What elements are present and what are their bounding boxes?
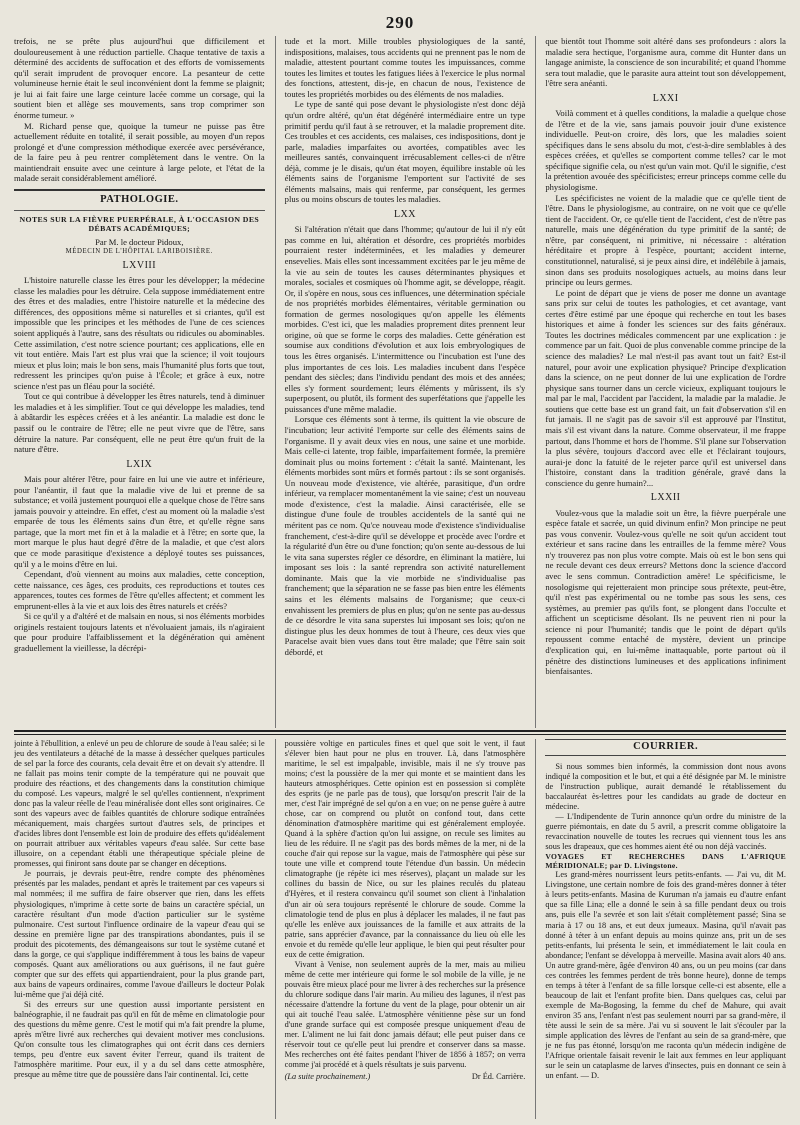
upper-columns: [14, 36, 786, 728]
upper-column-3: [535, 36, 786, 728]
paragraph: Vivant à Venise, non seulement auprès de la mer, mais au milieu même de cette mer intérieure qui forme le sol mobile de la ville, je ne pouvais être mieux placé pour me livrer à des recherches sur la présence du chlorure sodique dans l'air marin. Au milieu des lagunes, il n'est pas nécessaire d'attendre la fortune du vent de la plage, pour obtenir un air qui ait touché l'eau salée. L'atmosphère vénitienne pèse sur un fond d'une grande surface qui est composée presque uniquement d'eau de mer. L'aliment ne lui fait donc jamais défaut; elle peut puiser dans ce réservoir tout ce qu'elle peut lui prendre et conserver dans sa masse. Mes recherches ont été faites pendant l'hiver de 1856 à 1857; on verra comme j'ai procédé et à quels résultats je suis parvenu.: [284, 959, 526, 1069]
section-number: LXIX: [126, 458, 153, 470]
paragraph: trefois, ne se prête plus aujourd'hui que difficilement et douloureusement à une réduction partielle. Chaque tentative de taxis a déterminé des accidents de suffocation et des efforts de vomissements qu'il serait imprudent de provoquer encore. La pesanteur de cette volumineuse hernie était le seul inconvénient dont la femme se plaignit; je lui ai fait faire une large ceinture lacée comme un corsage, qui la soutient bien et allège ses mouvements, sans trop comprimer son énorme tumeur. »: [14, 36, 265, 120]
paragraph: jointe à l'ébullition, a enlevé un peu de chlorure de soude à l'eau salée; si le jeu des ventilateurs a détaché de la masse à dessécher quelques particules de sel par la force des courants, cela devait être et on devait s'y attendre. Il ne fallait pas moins tenir compte de la température qui ne pouvait que produire des réactions, et des changements dans la constitution chimique du composé. Les vapeurs, malgré le sel qu'elles contiennent, n'expriment donc pas la valeur réelle de l'eau minéralisée dont elles sont originaires. Ce sont des vapeurs avec de faibles quantités de chlorure sodique entraînées mécaniquement, mais chargées surtout d'autres sels, de principes et d'acides libres dont l'ensemble est loin de produire des effets qu'idéalement on pourrait attribuer aux véritables vapeurs d'eau salée. Sur cette base illusoire, on a cependant établi une thérapeutique spéciale pleine de promesses, qui finiront sans doute par se changer en déceptions.: [14, 739, 265, 869]
lower-column-3: [535, 739, 786, 1119]
paragraph: Voulez-vous que la maladie soit un être, la fièvre puerpérale une espèce fatale et sacrée, un quid divinum enfin? Mon principe ne peut pas vous convenir. Voulez-vous qu'elle ne soit qu'un accident tout extérieur et sans racine dans les entrailles de la femme mère? Vous n'y trouverez pas non plus votre compte. Mais où est le bon sens qui ne recule devant ces deux erreurs? Mettons donc la science d'accord avec le sens commun. Contradiction amère! Le spécificisme, le nosologisme qui rejetteraient mon principe sous prétexte, peut-être, qu'il n'est pas expérimental ou ne tombe pas sous les sens, ces systèmes, au premier pas qu'ils font, se plongent dans l'occulte et affichent un scepticisme désolant. Ils ne peuvent rien ni pour la science ni pour l'humanité; tandis que le point de départ qu'ils repoussent comme entaché de mystère, devient un principe d'explication qui, en lui-même inattaquable, porte partout où il pénètre des distinctions lumineuses et des applications infiniment bienfaisantes.: [545, 507, 786, 677]
section-number: LXX: [393, 209, 417, 220]
paragraph: Lorsque ces éléments sont à terme, ils quittent la vie obscure de l'incubation; leur activité l'emporte sur celle des éléments sains de l'organisme. Il y avait deux vies en nous, une saine et une morbide. Mais celle-ci latente, trop faible, imparfaitement formée, la première dominait plus ou moins fortement : c'était la santé. Maintenant, les éléments morbides sont mûrs et formés partout : ils se sont organisés. Un nouveau mode d'existence, vie altérée, parasitique, d'un ordre inférieur, va remplacer momentanément la vie saine; c'est un nouveau mode d'existence, c'est la maladie. Ainsi caractérisée, elle se distingue d'une foule de troubles accidentels de la santé qui ne méritent pas ce nom. Qu'ce nouveau mode d'existence s'individualise franchement, c'est-à-dire qu'il se développe et procède avec l'ordre et la régularité d'un être ou d'une fonction; qu'on sente au-dessous de lui le vita sana superstes régler ce désordre, en éliminant la matière, lui imposant ses lois : la santé reprendra son activité naturellement dominante. Mais que la vie morbide ne s'individualise pas franchement; que la séparation ne se fasse pas bien entre les éléments sains et les éléments malsains de l'organisme; que ceux-ci envahissent les premiers de plus en plus; qu'on ne sente pas au-dessus de ce désordre le vita sana superstes lui imposant ses lois; qu'on ne distingue plus les deux hommes de tout à l'heure, ces deux vies que Paracelse avait bien vues dans tout être malade; que l'être sain soit débordé, et: [284, 414, 526, 657]
paragraph: Je pourrais, je devrais peut-être, rendre compte des phénomènes présentés par les malades, pendant et après le traitement par ces vapeurs si mal nommées; il me suffira de faire observer que rien, dans les effets physiologiques, n'imprime à cette sorte de bains un caractère spécial, un caractère résultant d'un mode d'action particulier sur le système pulmonaire. C'est surtout l'influence ordinaire de la vapeur d'eau qui se dessine en première ligne par des transpirations abondantes, puis il se produit des picotements, des démangeaisons sur tout le système cutané et dans la gorge, ce qui s'applique indifféremment à tous les bains de vapeur composés. Quant aux améliorations ou aux guérisons, il ne faut guère compter que sur des effets qui appartiendraient, pour la plus grande part, aux bains de vapeurs ordinaires, comme l'avoue d'ailleurs le docteur Polak lui-même que j'ai déjà cité.: [14, 869, 265, 999]
upper-column-1: [14, 36, 265, 728]
author-role: MÉDECIN DE L'HÔPITAL LARIBOISIÈRE.: [65, 247, 213, 255]
page-number: 290: [385, 13, 415, 32]
paragraph: Les spécificistes ne voient de la maladie que ce qu'elle tient de l'être. Dans le physiologisme, au contraire, on ne voit que ce qu'elle tient de l'accident. Or, ce qu'elle tient de l'accident, c'est de n'être pas naturelle, mais une dégénération du type primitif de la santé; de n'être, par conséquent, ni primitive, ni nécessaire : altération héréditaire et propre à l'espèce, pourtant; accident interne, constitutionnel, naturalisé, si je peux ainsi dire, et indélébile à jamais, sinon dans ses produits nosologiques actuels, au moins dans leur principe ou leurs germes.: [545, 192, 786, 288]
lower-columns: [14, 739, 786, 1119]
continued-note: (La suite prochainement.): [284, 1072, 371, 1082]
article-title: VOYAGES ET RECHERCHES DANS L'AFRIQUE MÉRIDIONALE; par D. Livingstone.: [545, 851, 786, 871]
section-rule: [14, 210, 265, 211]
paragraph: tude et la mort. Mille troubles physiologiques de la santé, indispositions, malaises, tous accidents qui ne prennent pas le nom de maladie, attestent pourtant comme toutes les impuissances, comme toutes les limites et toutes les fatigues liées à l'exercice le plus normal des fonctions, attestent, dis-je, en chacun de nous, l'existence de toutes les propriétés morbides ou des éléments de nos maladies.: [284, 36, 526, 99]
paragraph: — L'Indipendente de Turin annonce qu'un ordre du ministre de la guerre piémontais, en date du 5 avril, a prescrit comme obligatoire la revaccination nouvelle de toutes les recrues qui viennent tous les ans sous les drapeaux, que ces hommes aient été ou non déjà vaccinés.: [545, 811, 786, 851]
paragraph: poussière voltige en particules fines et quel que soit le vent, il faut s'élever bien haut pour ne plus en trouver. Là, dans l'atmosphère maritime, le sel est impalpable, invisible, mais il ne s'y trouve pas moins; c'est la poussière de la mer qui monte et se maintient dans les hauteurs atmosphériques. Cette opinion est en possession si complète des esprits (je ne parle pas de tous), que lorsqu'on prescrit l'air de la mer, c'est l'air imprégné de sel qu'on a en vue; on ne pense guère à autre chose, car on comprend ou plutôt on confond tout, dans cette dénomination d'atmosphère maritime qui est généralement employée. Quand à la sphère d'action qu'on lui assigne, on recule ses limites au lieu de les réduire. Il ne s'agit pas des bords mêmes de la mer, ni de la couche d'air qui repose sur la vague, mais de l'atmosphère qui pèse sur toute une ville et comprend toute l'étendue d'un bassin. Un médecin climatographe (je répète ici mes réserves), plaçant un malade sur les collines du bassin de Nice, ou sur les plaines reculés du plateau d'Hyères, et il restera convaincu qu'il soumet son client à l'inhalation d'un air où sera toujours représenté le chlorure de soude. Comme la climatologie tend de plus en plus à déplacer les malades, il ne faut pas qu'elle les enlève aux jouissances de la famille et aux attraits de la patrie, sans apprécier d'avance, par la connaissance du lieu où elle les envoie et du remède qu'elle leur applique, le bien qui peut résulter pour eux de cette émigration.: [284, 739, 526, 959]
paragraph: que bientôt tout l'homme soit altéré dans ses profondeurs : alors la maladie sera hectique, l'organisme aura, comme dit Hunter dans un langage animiste, la conscience de son incurabilité; et quand l'homme sera tout maladie, que le parasite aura atteint tout son développement, l'être sera anéanti.: [545, 36, 786, 89]
section-number: LXXII: [650, 492, 681, 504]
paragraph: Si l'altération n'était que dans l'homme; qu'autour de lui il n'y eût pas comme en lui, altération et désordre, ces propriétés morbides pourraient rester indéterminées, et les maladies y demeurer ensevelies. Mais elles sont incessamment excitées par le jeu même de la vie au sein de toutes les causes déterminantes physiques et morales, sociales et cosmiques où l'homme agit, se développe, réagit. Or, il s'opère en nous, sous ces influences, une détermination spéciale de nos propriétés morbides élémentaires, véritable germination ou formation de germes nosologiques qu'on appelle les éléments morbides. C'est ici, que les maladies proprement dites prennent leur origine, où que se forme le corps des maladies. Cette génération est soumise aux conditions d'évolution et aux lois embryologiques de tous les êtres organisés. L'intermittence ou l'incubation est l'une des plus importantes de ces lois. Les maladies incubent dans l'espèce pendant des siècles; dans l'individu pendant des mois et des années; elles s'y forment sourdement; leurs éléments y mûrissent, ils s'y superposent, ou plutôt, ils forment des superfétations que j'appelle les puissances d'une même maladie.: [284, 224, 526, 414]
paragraph: L'histoire naturelle classe les êtres pour les développer; la médecine classe les maladies pour les détruire. Cela suppose immédiatement entre des êtres et des maladies, entre l'histoire naturelle et la médecine des différences, des oppositions même si naturelles et si criantes, qu'il est impossible que les principes et les méthodes de l'une de ces sciences soient appliqués à l'autre, sans des résultats ou ridicules ou abominables. Cette assimilation, c'est notre science pourtant; ces applications, elle en vit tout entière. Mais l'art est plus vrai que la science; il voit toujours mieux et plus loin; mais le bon sens, mais l'humanité plus forts que tout, redressent les principes qu'on puise à l'École; et grâce à eux, notre science n'est pas un fléau pour la société.: [14, 275, 265, 391]
article-footer: [285, 1072, 526, 1082]
article-author: Par M. le docteur Pidoux,: [95, 236, 184, 247]
section-number: LXVIII: [122, 259, 157, 271]
paragraph: Si nous sommes bien informés, la commission dont nous avons indiqué la composition et le but, et qui a été désignée par M. le ministre de l'instruction publique, aurait demandé le rétablissement du baccalauréat ès-lettres pour les candidats au grade de docteur en médecine.: [545, 761, 786, 811]
paragraph: Le point de départ que je viens de poser me donne un avantage sans prix sur celui de toutes les pathologies, et cet avantage, vant certes d'être estimé par une époque qui recherche en tout les bases historiques et aime à fonder les sciences sur des faits généraux. Toutes les doctrines médicales commencent par une explication : je commence par un fait. Quoi de plus convenable comme principe de la science des maladies? Le mal n'est-il pas avant tout un fait? Est-il naturel, pour avoir une explication physique? Principe d'explication dans la science, on ne peut donner de lui une explication de l'ordre physique sans tourner dans un cercle vicieux, expliquant toujours le mal par le mal, l'accident par l'accident, la maladie par la maladie. Je soutiens que cette base est un grand fait, un fait d'observation s'il en fut jamais. Il ne s'agit pas de savoir s'il est approuvé par l'Institut, mais s'il est vivant dans la nature. Comme observateur, il me frappe partout, dans l'homme et hors de l'homme. S'il plane sur l'observation la plus sévère, toujours d'accord avec elle et l'éclairant toujours, aurai-je donc la fatuité de le rejeter parce qu'il est universel dans l'histoire, constant dans la tradition générale, gravé dans la conscience du genre humain?...: [545, 287, 786, 488]
paragraph: Si ce qu'il y a d'altéré et de malsain en nous, si nos éléments morbides originels restaient toujours latents et n'évoluaient jamais, ils n'agiraient que pour produire l'affaiblissement et la dégénération qui amènent graduellement la vieillesse, la décrépi-: [14, 611, 265, 654]
paragraph: Voilà comment et à quelles conditions, la maladie a quelque chose de l'être et de la vie, sans jamais pouvoir jouir d'une existence individuelle. Peut-on croire, dès lors, que les maladies soient spécifiques dans le sens absolu du mot, c'est-à-dire semblables à des espèces créées, et qu'elles se comportent comme telles? car le mot spécifique signifie cela, ou n'est qu'un vain mot. Qu'il le signifie, c'est la prétention avouée des spécificistes; erreur princeps comme celle du physiologisme.: [545, 108, 786, 193]
paragraph: Les grand-mères nourrissent leurs petits-enfants. — J'ai vu, dit M. Livingstone, une certain nombre de fois des grand-mères donner à téter à leurs petits-enfants. Masina de Kuruman n'a jamais eu d'autre enfant que sa fille Lina; elle a donné le sein à sa fille pendant deux ou trois ans, puis elle l'a sevrée et son lait s'était complètement passé; Sina se maria à 17 ou 18 ans, et eut deux jumeaux. Masina, qu'il n'avait pas donné à téter à un enfant depuis au moins quinze ans, prit un de ses petits-enfants, lui présenta le sein, et immédiatement le lait coula en abondance; l'enfant se développa à merveille. Masina avait alors 40 ans. Un autre grand-mère, âgée d'environ 40 ans, ou un peu moins (car dans ces contrées les femmes perdent de très bonne heure), donne de temps en temps à téter à l'enfant de sa fille lorsque celle-ci est absente, elle a beaucoup de lait et l'enfant profite bien. Dans quelques cas, celui par exemple de Ma-Bogosing, la femme du chef de Mahure, qui avait environ 35 ans, l'enfant n'est pas seulement nourri par sa grand-mère, il tète aussi le sein de sa mère. J'ai vu si souvent le lait s'écouler par la simple application des lèvres de l'enfant au sein de sa grand-mère, que je ne fus pas étonné, lorsqu'on me raconta qu'un médecin indigène de l'Afrique orientale faisait revenir le lait aux femmes en leur appliquant sur le sein un cataplasme de larves d'insectes, puis en donnant ce sein à un enfant. — D.: [545, 870, 786, 1080]
horizontal-divider: [14, 730, 786, 735]
paragraph: Mais pour altérer l'être, pour faire en lui une vie autre et inférieure, pour l'anéantir, il faut que la maladie vive de lui et prenne de sa substance; et voilà justement pourquoi elle a quelque chose de l'être sans jamais pouvoir y atteindre. En effet, c'est au moment où la maladie s'est emparée de tous les éléments sains d'un être, et qu'elle règne sans partage, que la mort met fin et à la maladie et à l'être; en sorte que, la mort marque le plus haut degré d'être de la maladie, et que c'est alors que ce mode parasitique d'existence a déployé toutes ses puissances, qu'il y a le moins d'être en lui.: [14, 474, 265, 569]
section-heading: PATHOLOGIE.: [100, 193, 179, 205]
article-signature: Dr Éd. Carrière.: [471, 1072, 526, 1082]
lower-column-2: [275, 739, 526, 1119]
paragraph: Cependant, d'où viennent au moins aux maladies, cette conception, cette naissance, ces âges, ces produits, ces reproductions et toutes ces apparences, toutes ces formes de l'être qu'elles affectent; et comment les emprunent-elles à la vie et aux lois des êtres naturels et créés?: [14, 569, 265, 611]
paragraph: Si des erreurs sur une question aussi importante persistent en balnéographie, il ne faudrait pas qu'il en fût de même en climatologie pour des questions du même genre. C'est le motif qui m'a fait prendre la plume, après m'être livré aux recherches qui devaient motiver mes conclusions. Qu'on consulte tous les climatographes qui ont écrit dans ces derniers temps, peu d'entre eux savent éviter l'erreur, quand ils traitent de l'atmosphère maritime. Pour eux, il y a du sel dans cette atmosphère, presque au même titre que de poussière dans l'air continental. Ici, cette: [14, 999, 265, 1080]
paragraph: M. Richard pense que, quoique la tumeur ne puisse pas être actuellement réduite en totalité, il serait possible, au moyen d'un repos prolongé et d'une compression méthodique exercée avec persévérance, de la faire peu à peu rentrer complètement dans le ventre. On la maintiendrait ensuite avec une ceinture à large pelote, et l'état de la malade serait considérablement amélioré.: [14, 120, 265, 184]
paragraph: Le type de santé qui pose devant le physiologiste n'est donc déjà qu'un ordre altéré, qu'un état dégénéré intermédiaire entre un type primitif perdu qu'il faut à se retrouver, et la maladie proprement dite. Ces troubles et ces accidents, ces malaises, ces indispositions, dont je parle, maladies imparfaites ou avortées, compatibles avec les meilleures santés, convainquent irrécusablement celles-ci de n'être déjà, comme je le disais, qu'un état moyen, équilibre instable où les éléments sains de l'organisme l'emportent sur l'activité de ses éléments malsains, mais qui renferme, par conséquent, les germes plus ou moins obscurs de toutes les maladies.: [284, 99, 526, 205]
lower-column-1: [14, 739, 265, 1119]
section-rule: [14, 189, 265, 191]
section-number: LXXI: [652, 92, 679, 104]
article-title: NOTES SUR LA FIÈVRE PUERPÉRALE, À L'OCCASION DES DÉBATS ACADÉMIQUES;: [19, 214, 260, 234]
paragraph: Tout ce qui contribue à développer les êtres naturels, tend à diminuer les maladies et à les simplifier. Tout ce qui développe les maladies, tend à abâtardir les espèces créées et à les anéantir. La maladie est donc le passif ou le contraire de l'être; elle ne peut vivre que de l'être, sans détruire la nature. Par conséquent, elle ne peut être qu'un fruit de la nature d'être.: [14, 391, 265, 455]
section-heading: COURRIER.: [545, 739, 786, 756]
upper-column-2: [275, 36, 526, 728]
